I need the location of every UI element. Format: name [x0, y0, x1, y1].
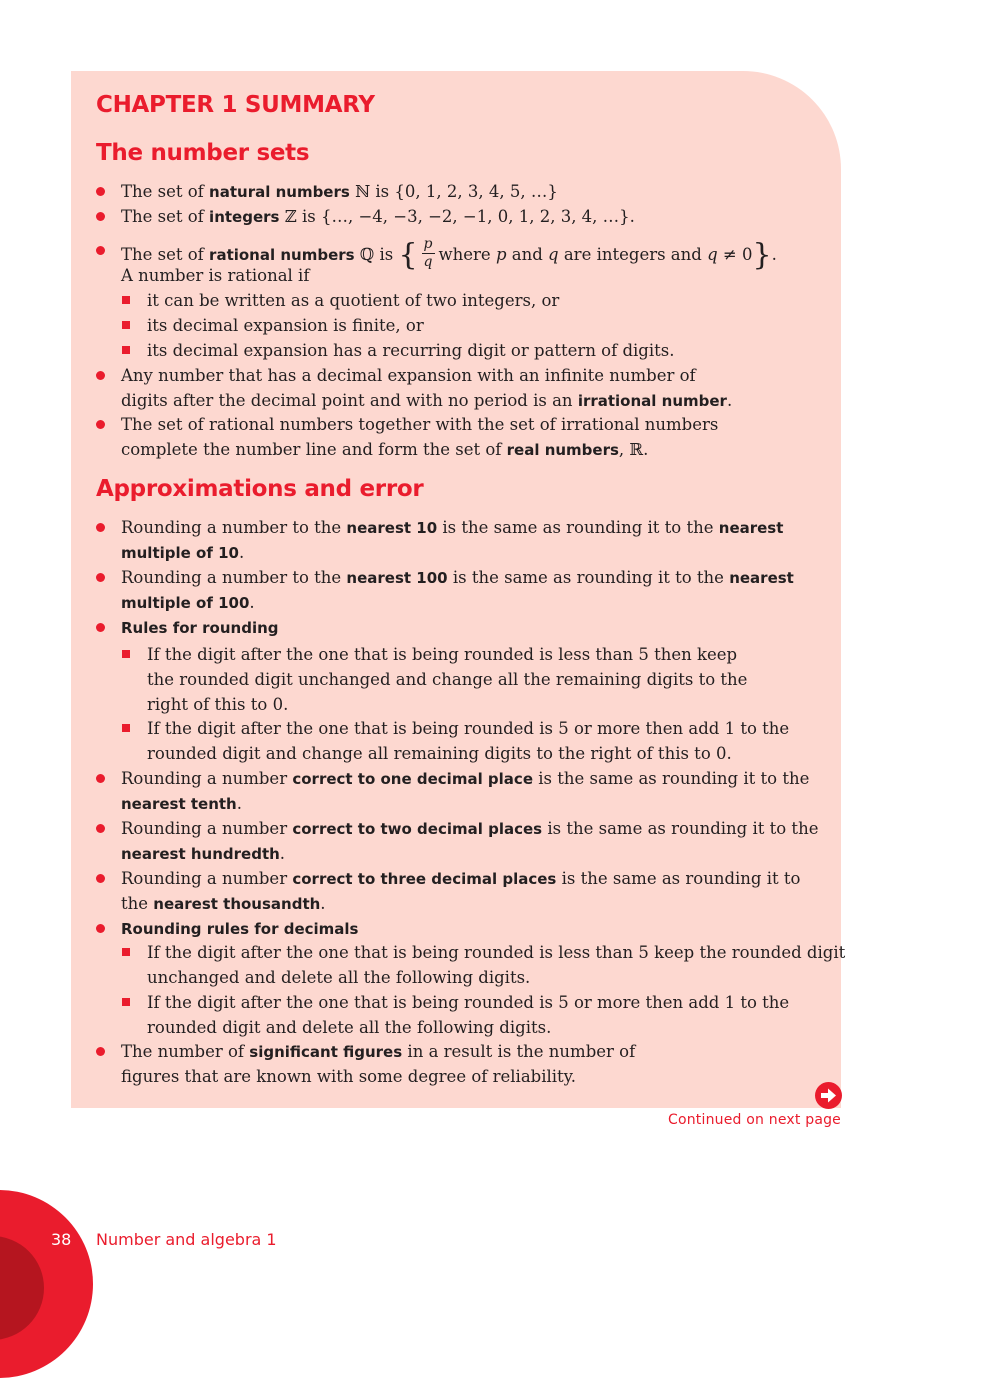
irrational-line-2: digits after the decimal point and with no period is an irrational number. [121, 391, 733, 410]
bullet-icon [96, 420, 105, 429]
bullet-icon [96, 924, 105, 933]
rational-condition-3: its decimal expansion has a recurring digit or pattern of digits. [147, 341, 675, 360]
fraction-p-over-q: $\frac{p}{q}$ [423, 236, 433, 270]
rounding-rule-2-line-2: rounded digit and change all remaining digits to the right of this to 0. [147, 744, 732, 763]
footer-book-title: Number and algebra 1 [96, 1230, 277, 1249]
rational-condition-1: it can be written as a quotient of two integers, or [147, 291, 560, 310]
square-bullet-icon [122, 296, 130, 304]
decimal-rule-2-line-1: If the digit after the one that is being rounded is 5 or more then add 1 to the [147, 993, 790, 1012]
three-dp-line-1: Rounding a number correct to three decimal places is the same as rounding it to [121, 869, 801, 888]
bullet-icon [96, 623, 105, 632]
rounding-rule-1-line-1: If the digit after the one that is being rounded is less than 5 then keep [147, 645, 738, 664]
square-bullet-icon [122, 346, 130, 354]
bullet-icon [96, 874, 105, 883]
integers-line: The set of integers ℤ is {…, −4, −3, −2, −1, 0, 1, 2, 3, 4, …}. [121, 207, 635, 226]
square-bullet-icon [122, 650, 130, 658]
continued-on-next-page: Continued on next page [667, 1112, 841, 1128]
bullet-icon [96, 246, 105, 255]
rounding-rule-2-line-1: If the digit after the one that is being rounded is 5 or more then add 1 to the [147, 719, 790, 738]
bullet-icon [96, 212, 105, 221]
rules-for-rounding-label: Rules for rounding [121, 619, 279, 637]
arrow-right-circle-icon [815, 1082, 842, 1109]
natural-numbers-line: The set of natural numbers ℕ is {0, 1, 2, 3, 4, 5, …} [121, 182, 558, 201]
three-dp-line-2: the nearest thousandth. [121, 894, 326, 913]
real-numbers-line-1: The set of rational numbers together with the set of irrational numbers [121, 415, 719, 434]
section-heading-number-sets: The number sets [96, 140, 310, 166]
decimal-rule-1-line-1: If the digit after the one that is being rounded is less than 5 keep the rounded digit [147, 943, 846, 962]
nearest-100-line-2: multiple of 100. [121, 593, 255, 612]
two-dp-line-2: nearest hundredth. [121, 844, 286, 863]
decimal-rules-label: Rounding rules for decimals [121, 920, 359, 938]
square-bullet-icon [122, 998, 130, 1006]
rounding-rule-1-line-2: the rounded digit unchanged and change all the remaining digits to the [147, 670, 748, 689]
sig-fig-line-1: The number of significant figures in a result is the number of [121, 1042, 636, 1061]
real-numbers-line-2: complete the number line and form the set of real numbers, ℝ. [121, 440, 649, 459]
bullet-icon [96, 573, 105, 582]
nearest-100-line-1: Rounding a number to the nearest 100 is the same as rounding it to the nearest [121, 568, 794, 587]
decimal-rule-1-line-2: unchanged and delete all the following digits. [147, 968, 531, 987]
rounding-rule-1-line-3: right of this to 0. [147, 695, 289, 714]
one-dp-line-2: nearest tenth. [121, 794, 242, 813]
irrational-line-1: Any number that has a decimal expansion with an infinite number of [121, 366, 696, 385]
bullet-icon [96, 523, 105, 532]
bullet-icon [96, 187, 105, 196]
page-number: 38 [51, 1230, 72, 1249]
nearest-10-line-2: multiple of 10. [121, 543, 245, 562]
sig-fig-line-2: figures that are known with some degree of reliability. [121, 1067, 577, 1086]
square-bullet-icon [122, 724, 130, 732]
bullet-icon [96, 774, 105, 783]
decimal-rule-2-line-2: rounded digit and delete all the following digits. [147, 1018, 552, 1037]
two-dp-line-1: Rounding a number correct to two decimal places is the same as rounding it to the [121, 819, 819, 838]
square-bullet-icon [122, 948, 130, 956]
bullet-icon [96, 824, 105, 833]
square-bullet-icon [122, 321, 130, 329]
bullet-icon [96, 371, 105, 380]
one-dp-line-1: Rounding a number correct to one decimal place is the same as rounding it to the [121, 769, 810, 788]
nearest-10-line-1: Rounding a number to the nearest 10 is the same as rounding it to the nearest [121, 518, 784, 537]
section-heading-approximations: Approximations and error [96, 476, 424, 502]
bullet-icon [96, 1047, 105, 1056]
rational-condition-2: its decimal expansion is finite, or [147, 316, 424, 335]
rational-definition-line: A number is rational if [121, 266, 310, 285]
chapter-title: CHAPTER 1 SUMMARY [96, 92, 375, 118]
rational-numbers-line: The set of rational numbers ℚ is { $\frac{p}{q}$ where p and q are integers and q ≠ 0}. [121, 236, 777, 273]
